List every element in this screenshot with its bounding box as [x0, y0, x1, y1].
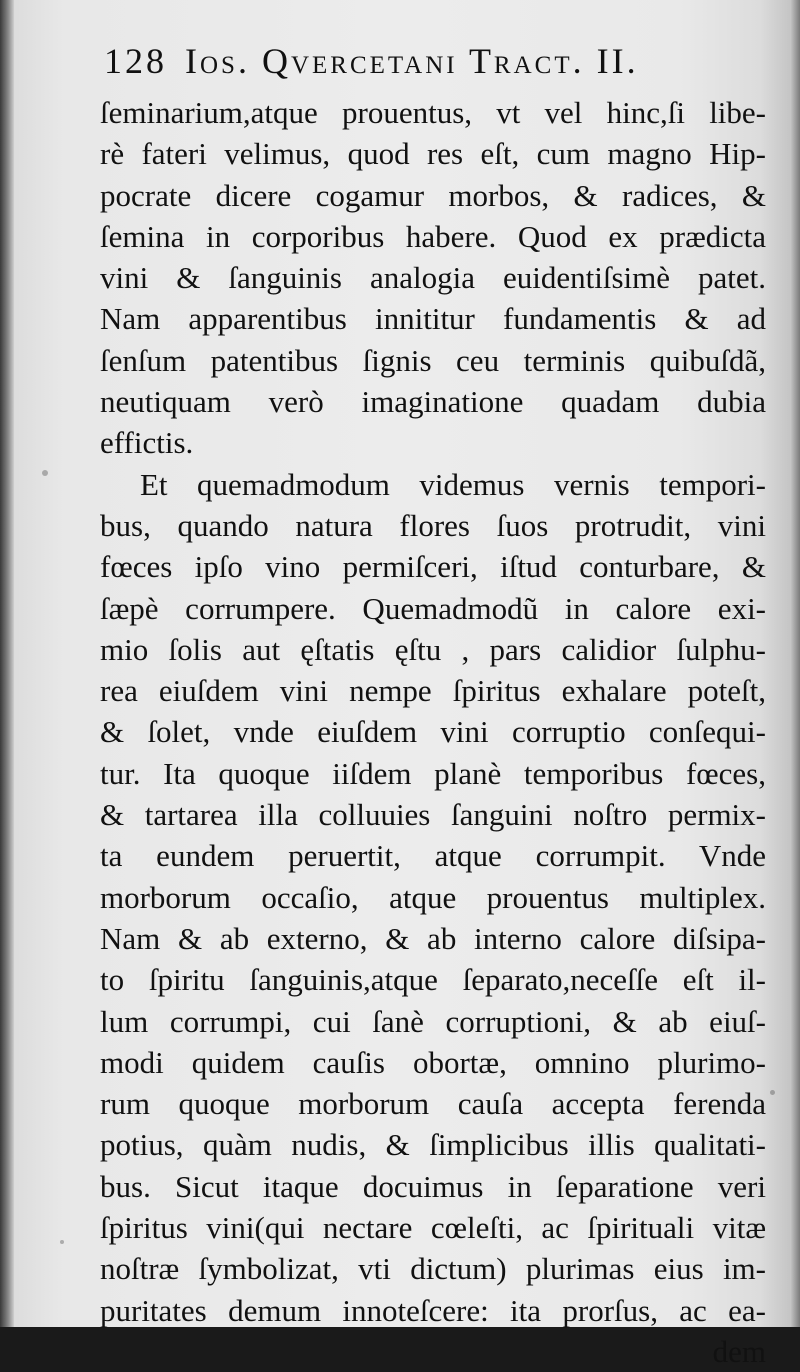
text-line: morborum occaſio, atque prouentus multiplex. [100, 879, 766, 915]
text-line: noſtræ ſymbolizat, vti dictum) plurimas eius im- [100, 1251, 766, 1287]
text-line: & tartarea illa colluuies ſanguini noſtro permix- [100, 797, 766, 833]
text-line: rea eiuſdem vini nempe ſpiritus exhalare poteſt, [100, 673, 766, 709]
running-title: Ios. Qvercetani Tract. II. [185, 41, 639, 81]
text-line: lum corrumpi, cui ſanè corruptioni, & ab eiuſ- [100, 1003, 766, 1039]
text-line: vini & ſanguinis analogia euidentiſsimè patet. [100, 260, 766, 296]
text-line: ſenſum patentibus ſignis ceu terminis quibuſdã, [100, 342, 766, 378]
text-line: to ſpiritu ſanguinis,atque ſeparato,neceſſe eſt il- [100, 962, 766, 998]
text-line: bus, quando natura flores ſuos protrudit, vini [100, 507, 766, 543]
page-number: 128 [104, 41, 167, 81]
paper-speck [42, 470, 48, 476]
text-line: pocrate dicere cogamur morbos, & radices, & [100, 177, 766, 213]
text-line: potius, quàm nudis, & ſimplicibus illis qualitati- [100, 1127, 766, 1163]
body-text [100, 92, 766, 1372]
text-line: Nam & ab externo, & ab interno calore diſsipa- [100, 920, 766, 956]
text-line: effictis. [100, 425, 194, 461]
text-line: & ſolet, vnde eiuſdem vini corruptio conſequi- [100, 714, 766, 750]
text-line: ſpiritus vini(qui nectare cœleſti, ac ſpirituali vitæ [100, 1210, 766, 1246]
text-line: rè fateri velimus, quod res eſt, cum magno Hip- [100, 136, 766, 172]
paper-speck [60, 1240, 64, 1244]
text-line: ta eundem peruertit, atque corrumpit. Vnde [100, 838, 766, 874]
text-line: fœces ipſo vino permiſceri, iſtud conturbare, & [100, 549, 766, 585]
text-line: bus. Sicut itaque docuimus in ſeparatione veri [100, 1168, 766, 1204]
text-line: modi quidem cauſis obortæ, omnino plurimo- [100, 1044, 766, 1080]
text-line: ſemina in corporibus habere. Quod ex prædicta [100, 218, 766, 254]
page-binding-shadow [0, 0, 14, 1327]
page-edge-shadow [790, 0, 800, 1327]
text-line: mio ſolis aut ęſtatis ęſtu , pars calidior ſulphu- [100, 631, 766, 667]
text-line: puritates demum innoteſcere: ita prorſus, ac ea- [100, 1292, 766, 1328]
text-line: Et quemadmodum videmus vernis tempori- [140, 466, 766, 502]
text-line: tur. Ita quoque iiſdem planè temporibus fœces, [100, 755, 766, 791]
text-line: neutiquam verò imaginatione quadam dubia [100, 384, 766, 420]
catchword: dem [712, 1333, 766, 1369]
paper-speck [770, 1090, 775, 1095]
page-header [104, 40, 724, 96]
text-line: ſæpè corrumpere. Quemadmodũ in calore exi- [100, 590, 766, 626]
text-line: Nam apparentibus innititur fundamentis & ad [100, 301, 766, 337]
text-line: rum quoque morborum cauſa accepta ferenda [100, 1086, 766, 1122]
text-line: ſeminarium,atque prouentus, vt vel hinc,ſi libe- [100, 95, 766, 130]
